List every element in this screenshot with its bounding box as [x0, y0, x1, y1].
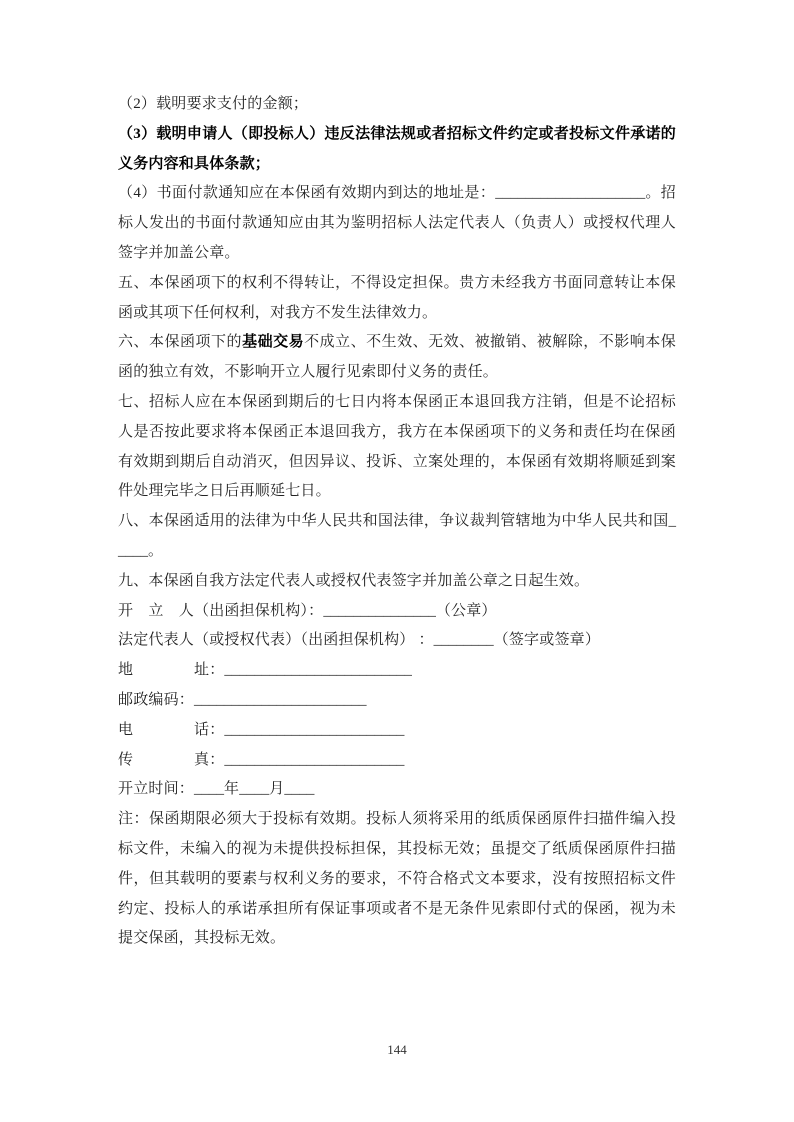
- field-address: [118, 656, 676, 686]
- text-segment: 六、本保函项下的: [118, 334, 243, 351]
- fill-in-blank: _______________________: [194, 691, 367, 708]
- text-segment: 电 话：: [118, 721, 225, 738]
- text-segment: 月: [269, 781, 285, 798]
- clause-4: [118, 179, 676, 268]
- text-segment: 。: [148, 542, 164, 559]
- clause-8: [118, 507, 676, 567]
- fill-in-blank: ____________________: [495, 185, 646, 202]
- text-segment: （公章）: [435, 602, 497, 619]
- note: [118, 805, 676, 954]
- clause-5: [118, 269, 676, 329]
- fill-in-blank: ________: [433, 632, 494, 649]
- text-segment: （3）载明申请人（即投标人）违反法律法规或者招标文件约定或者投标文件承诺的义务内容和具体条款；: [118, 125, 676, 172]
- text-segment: 注：保函期限必须大于投标有效期。投标人须将采用的纸质保函原件扫描件编入投标文件，未编入的视为未提供投标担保，其投标无效；虽提交了纸质保函原件扫描件，但其载明的要素与权利义务的要求，不符合格式文本要求，没有按照招标文件约定、投标人的承诺承担所有保证事项或者不是无条件见索即付式的保函，视为未提交保函，其投标无效。: [118, 811, 676, 947]
- text-segment: 年: [224, 781, 240, 798]
- fill-in-blank: ____: [194, 781, 225, 798]
- text-segment: （2）载明要求支付的金额；: [118, 96, 309, 112]
- fill-in-blank: ____: [284, 781, 315, 798]
- field-issue-date: [118, 775, 676, 805]
- fill-in-blank: _______________: [323, 602, 436, 619]
- fill-in-blank: ________________________: [224, 721, 405, 738]
- text-segment: 传 真：: [118, 751, 225, 768]
- text-segment: 法定代表人（或授权代表）（出函担保机构） ：: [118, 632, 434, 649]
- text-segment: 。招标人发出的书面付款通知应由其为鉴明招标人法定代表人（负责人）或授权代理人签字并加盖公章。: [118, 185, 676, 261]
- clause-9: [118, 567, 676, 597]
- clause-7: [118, 388, 676, 507]
- text-segment: （4）书面付款通知应在本保函有效期内到达的地址是：: [118, 185, 496, 202]
- text-segment: 五、本保函项下的权利不得转让，不得设定担保。贵方未经我方书面同意转让本保函或其项下任何权利，对我方不发生法律效力。: [118, 274, 676, 321]
- fill-in-blank: ____: [239, 781, 270, 798]
- clause-6: [118, 328, 676, 388]
- clause-3: [118, 120, 676, 180]
- field-postal-code: [118, 686, 676, 716]
- document-body: [118, 90, 676, 954]
- page-number: 144: [387, 1042, 407, 1057]
- text-segment: 地 址：: [118, 662, 225, 679]
- field-fax: [118, 746, 676, 776]
- text-segment: 基础交易: [242, 334, 305, 351]
- field-issuer: [118, 597, 676, 627]
- text-segment: 八、本保函适用的法律为中华人民共和国法律，争议裁判管辖地为中华人民共和国: [118, 513, 669, 530]
- fill-in-blank: _____: [118, 513, 676, 559]
- text-segment: 不成立、不生效、无效、被撤销、被解除，不影响本保函的独立有效，不影响开立人履行见索即付义务的责任。: [118, 334, 676, 381]
- text-segment: 九、本保函自我方法定代表人或授权代表签字并加盖公章之日起生效。: [118, 572, 590, 589]
- text-segment: 开 立 人（出函担保机构）：: [118, 602, 324, 619]
- fill-in-blank: ________________________: [224, 751, 405, 768]
- field-phone: [118, 716, 676, 746]
- clause-2: [118, 90, 676, 120]
- text-segment: 邮政编码：: [118, 691, 195, 708]
- text-segment: 七、招标人应在本保函到期后的七日内将本保函正本退回我方注销，但是不论招标人是否按此要求将本保函正本退回我方，我方在本保函项下的义务和责任均在保函有效期到期后自动消灭，但因异议、投诉、立案处理的，本保函有效期将顺延到案件处理完毕之日后再顺延七日。: [118, 393, 676, 500]
- text-segment: （签字或签章）: [493, 632, 601, 649]
- fill-in-blank: _________________________: [224, 662, 412, 679]
- field-legal-representative: [118, 626, 676, 656]
- text-segment: 开立时间：: [118, 781, 195, 798]
